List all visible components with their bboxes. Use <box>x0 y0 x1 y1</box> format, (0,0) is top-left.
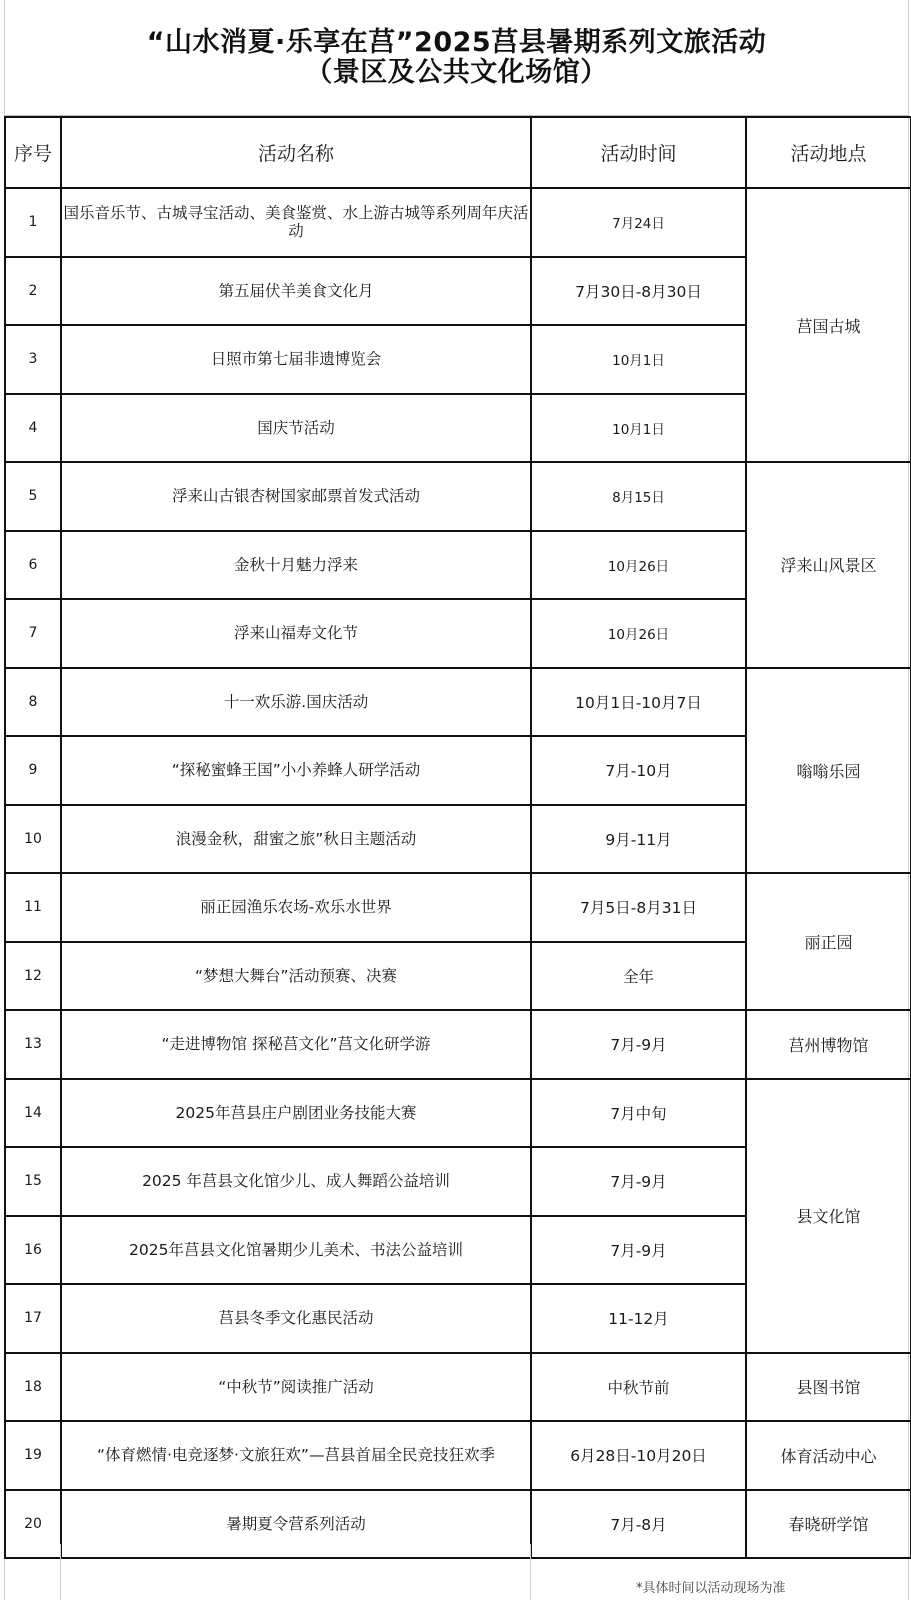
row-name: “体育燃情·电竞逐梦·文旅狂欢”—莒县首届全民竞技狂欢季 <box>61 1421 531 1490</box>
place-chunxiao: 春晓研学馆 <box>746 1490 911 1559</box>
row-name: 浮来山古银杏树国家邮票首发式活动 <box>61 462 531 531</box>
row-name: 金秋十月魅力浮来 <box>61 531 531 600</box>
table-row <box>5 668 911 737</box>
row-time: 10月1日 <box>531 394 746 463</box>
row-num: 16 <box>5 1216 61 1285</box>
row-num: 20 <box>5 1490 61 1559</box>
row-time: 10月1日 <box>531 325 746 394</box>
row-num: 2 <box>5 257 61 326</box>
table-row <box>5 462 911 531</box>
row-time: 7月中旬 <box>531 1079 746 1148</box>
row-name: 2025年莒县庄户剧团业务技能大赛 <box>61 1079 531 1148</box>
row-time: 7月-10月 <box>531 736 746 805</box>
place-juguo: 莒国古城 <box>746 188 911 462</box>
row-time: 7月-9月 <box>531 1216 746 1285</box>
table-row <box>5 188 911 257</box>
row-name: 十一欢乐游.国庆活动 <box>61 668 531 737</box>
row-num: 1 <box>5 188 61 257</box>
header-name: 活动名称 <box>61 117 531 188</box>
row-num: 13 <box>5 1010 61 1079</box>
row-time: 10月26日 <box>531 599 746 668</box>
row-num: 12 <box>5 942 61 1011</box>
row-name: “中秋节”阅读推广活动 <box>61 1353 531 1422</box>
row-time: 全年 <box>531 942 746 1011</box>
row-name: 莒县冬季文化惠民活动 <box>61 1284 531 1353</box>
table-row <box>5 1421 911 1490</box>
place-juzhou-museum: 莒州博物馆 <box>746 1010 911 1079</box>
row-num: 9 <box>5 736 61 805</box>
row-name: 国庆节活动 <box>61 394 531 463</box>
row-time: 7月24日 <box>531 188 746 257</box>
header-time: 活动时间 <box>531 117 746 188</box>
table-row <box>5 1010 911 1079</box>
header-num: 序号 <box>5 117 61 188</box>
page-title: “山水消夏·乐享在莒”2025莒县暑期系列文旅活动 <box>146 26 767 58</box>
row-time: 7月-9月 <box>531 1147 746 1216</box>
table-header-row <box>5 117 911 188</box>
row-num: 5 <box>5 462 61 531</box>
row-num: 17 <box>5 1284 61 1353</box>
row-name: 国乐音乐节、古城寻宝活动、美食鉴赏、水上游古城等系列周年庆活动 <box>61 188 531 257</box>
row-num: 8 <box>5 668 61 737</box>
row-time: 9月-11月 <box>531 805 746 874</box>
place-wengweng: 嗡嗡乐园 <box>746 668 911 874</box>
footer-divider <box>60 1544 61 1600</box>
row-name: 浮来山福寿文化节 <box>61 599 531 668</box>
place-lizheng: 丽正园 <box>746 873 911 1010</box>
footer-divider <box>530 1544 531 1600</box>
row-num: 7 <box>5 599 61 668</box>
row-time: 6月28日-10月20日 <box>531 1421 746 1490</box>
row-num: 14 <box>5 1079 61 1148</box>
activity-table <box>4 116 911 1559</box>
row-name: “梦想大舞台”活动预赛、决赛 <box>61 942 531 1011</box>
row-num: 10 <box>5 805 61 874</box>
row-name: “探秘蜜蜂王国”小小养蜂人研学活动 <box>61 736 531 805</box>
row-num: 15 <box>5 1147 61 1216</box>
row-name: 第五届伏羊美食文化月 <box>61 257 531 326</box>
row-time: 10月26日 <box>531 531 746 600</box>
row-time: 7月-9月 <box>531 1010 746 1079</box>
row-name: 丽正园渔乐农场-欢乐水世界 <box>61 873 531 942</box>
place-culture-center: 县文化馆 <box>746 1079 911 1353</box>
row-num: 11 <box>5 873 61 942</box>
row-name: 2025年莒县文化馆暑期少儿美术、书法公益培训 <box>61 1216 531 1285</box>
page-subtitle: （景区及公共文化场馆） <box>305 56 608 88</box>
row-name: 暑期夏令营系列活动 <box>61 1490 531 1559</box>
row-num: 4 <box>5 394 61 463</box>
place-fulaishan: 浮来山风景区 <box>746 462 911 668</box>
row-time: 11-12月 <box>531 1284 746 1353</box>
row-name: 日照市第七届非遗博览会 <box>61 325 531 394</box>
row-name: 2025 年莒县文化馆少儿、成人舞蹈公益培训 <box>61 1147 531 1216</box>
row-time: 中秋节前 <box>531 1353 746 1422</box>
header-place: 活动地点 <box>746 117 911 188</box>
row-time: 7月-8月 <box>531 1490 746 1559</box>
row-name: 浪漫金秋，甜蜜之旅”秋日主题活动 <box>61 805 531 874</box>
row-num: 6 <box>5 531 61 600</box>
footnote: *具体时间以活动现场为准 <box>636 1581 786 1596</box>
row-time: 7月30日-8月30日 <box>531 257 746 326</box>
row-time: 10月1日-10月7日 <box>531 668 746 737</box>
row-num: 18 <box>5 1353 61 1422</box>
table-row <box>5 1353 911 1422</box>
row-num: 19 <box>5 1421 61 1490</box>
place-sports-center: 体育活动中心 <box>746 1421 911 1490</box>
table-row <box>5 1079 911 1148</box>
row-num: 3 <box>5 325 61 394</box>
row-time: 7月5日-8月31日 <box>531 873 746 942</box>
table-row <box>5 873 911 942</box>
row-name: “走进博物馆 探秘莒文化”莒文化研学游 <box>61 1010 531 1079</box>
place-library: 县图书馆 <box>746 1353 911 1422</box>
row-time: 8月15日 <box>531 462 746 531</box>
title-block <box>4 0 909 116</box>
